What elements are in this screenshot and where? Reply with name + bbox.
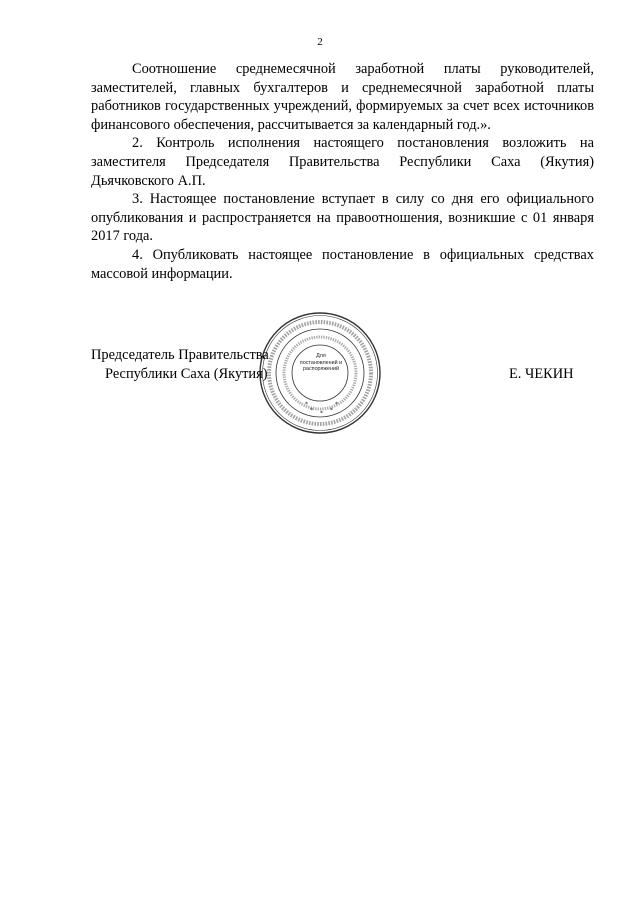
paragraph-control: 2. Контроль исполнения настоящего постановления возложить на заместителя Председателя Правительства Республики Саха (Якутия) Дьячковского А.П. <box>91 135 594 189</box>
paragraph-publication: 4. Опубликовать настоящее постановление в официальных средствах массовой информации. <box>91 246 594 282</box>
signatory-name: Е. ЧЕКИН <box>509 365 574 382</box>
svg-text:*: * <box>310 407 313 414</box>
seal-center-text: Для постановлений и распоряжений <box>299 353 343 373</box>
svg-text:*: * <box>330 407 333 414</box>
svg-text:*: * <box>305 401 308 408</box>
official-seal <box>258 311 382 435</box>
document-body <box>91 60 594 283</box>
paragraph-salary-ratio: Соотношение среднемесячной заработной платы руководителей, заместителей, главных бухгалтеров и среднемесячной заработной платы работников государственных учреждений, формируемых за счет всех источников финансового обеспечения, рассчитывается за календарный год.». <box>91 61 594 133</box>
seal-graphic <box>258 311 382 435</box>
signatory-title-line1: Председатель Правительства <box>91 347 269 363</box>
signatory-title <box>91 346 269 383</box>
page-number: 2 <box>317 36 323 48</box>
svg-text:*: * <box>320 410 323 417</box>
signatory-title-line2: Республики Саха (Якутия) <box>105 365 268 382</box>
paragraph-effective-date: 3. Настоящее постановление вступает в силу со дня его официального опубликования и распространяется на правоотношения, возникшие с 01 января 2017 года. <box>91 191 594 245</box>
svg-text:*: * <box>335 401 338 408</box>
